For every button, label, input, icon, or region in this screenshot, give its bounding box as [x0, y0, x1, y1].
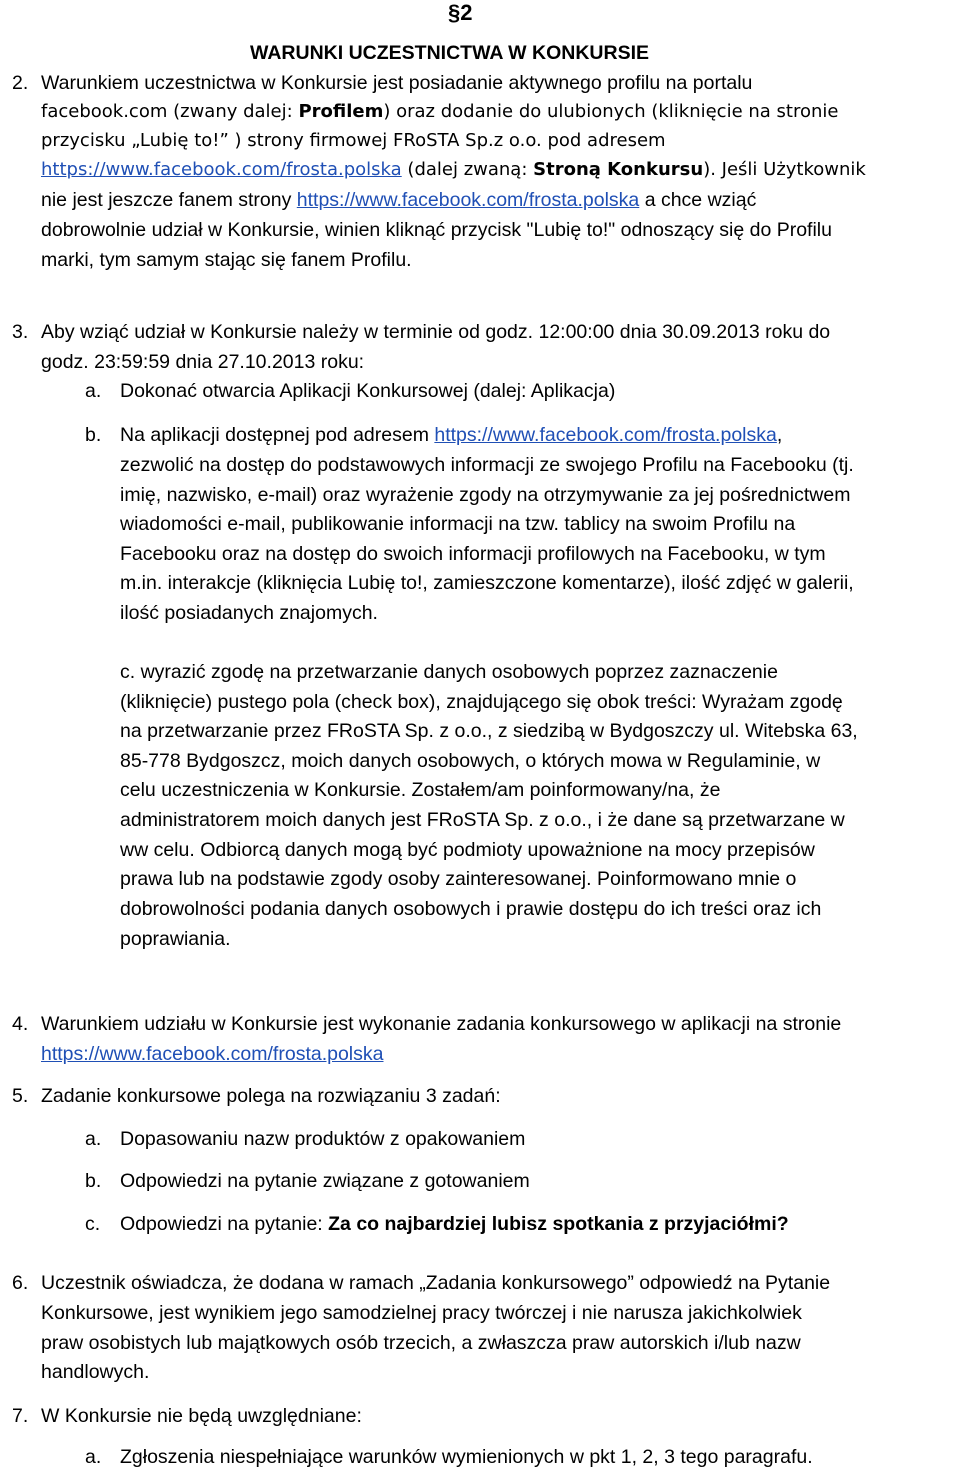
point-number: 4. — [12, 1013, 29, 1035]
text-line: administratorem moich danych jest FRoSTA Sp. z o.o., i że dane są przetwarzane w — [120, 809, 845, 831]
subpoint-letter: a. — [85, 1446, 102, 1468]
text-line: nie jest jeszcze fanem strony https://www.facebook.com/frosta.polska a chce wziąć — [41, 189, 757, 211]
point-number: 5. — [12, 1085, 29, 1107]
text-line: poprawiania. — [120, 928, 231, 950]
text-line: dobrowolnie udział w Konkursie, winien kliknąć przycisk "Lubię to!" odnoszący się do Profilu — [41, 219, 832, 241]
text-line — [41, 1041, 384, 1067]
text-line: Dokonać otwarcia Aplikacji Konkursowej (dalej: Aplikacja) — [120, 380, 616, 402]
text-line: wiadomości e-mail, publikowanie informacji na tzw. tablicy na swoim Profilu na — [120, 513, 796, 535]
text-line: praw osobistych lub majątkowych osób trzecich, a zwłaszcza praw autorskich i/lub nazw — [41, 1332, 801, 1354]
point-number: 6. — [12, 1272, 29, 1294]
bold-term-strona-konkursu: Stroną Konkursu — [533, 159, 704, 180]
point-number: 7. — [12, 1405, 29, 1427]
text-line: https://www.facebook.com/frosta.polska (dalej zwaną: Stroną Konkursu). Jeśli Użytkownik — [41, 159, 866, 180]
subpoint-letter: c. — [85, 1213, 101, 1235]
text-line: marki, tym samym stając się fanem Profilu. — [41, 249, 412, 271]
text-line: m.in. interakcje (kliknięcia Lubię to!, zamieszczone komentarze), ilość zdjęć w galerii, — [120, 572, 854, 594]
text-line: facebook.com (zwany dalej: Profilem) oraz dodanie do ulubionych (kliknięcie na stronie — [41, 101, 839, 122]
text-line: godz. 23:59:59 dnia 27.10.2013 roku: — [41, 351, 365, 373]
text-line: Aby wziąć udział w Konkursie należy w terminie od godz. 12:00:00 dnia 30.09.2013 roku do — [41, 321, 831, 343]
text-line: Facebooku oraz na dostęp do swoich informacji profilowych na Facebooku, w tym — [120, 543, 826, 565]
text-line: Zadanie konkursowe polega na rozwiązaniu 3 zadań: — [41, 1085, 501, 1107]
text-line: 85-778 Bydgoszcz, moich danych osobowych, o których mowa w Regulaminie, w — [120, 750, 821, 772]
text-line: handlowych. — [41, 1361, 150, 1383]
bold-term-profil: Profilem — [298, 101, 384, 122]
text-line: Konkursowe, jest wynikiem jego samodzielnej pracy twórczej i nie narusza jakichkolwiek — [41, 1302, 802, 1324]
facebook-link[interactable]: https://www.facebook.com/frosta.polska — [434, 424, 777, 446]
text-line: ilość posiadanych znajomych. — [120, 602, 378, 624]
facebook-link[interactable]: https://www.facebook.com/frosta.polska — [296, 189, 640, 211]
text-line: imię, nazwisko, e-mail) oraz wyrażenie zgody na otrzymywanie za jej pośrednictwem — [120, 484, 851, 506]
text-line: przycisku „Lubię to!” ) strony firmowej FRoSTA Sp.z o.o. pod adresem — [41, 130, 666, 151]
facebook-link[interactable]: https://www.facebook.com/frosta.polska — [41, 159, 402, 180]
text-line: celu uczestniczenia w Konkursie. Zostałem/am poinformowany/na, że — [120, 779, 721, 801]
text-line: ww celu. Odbiorcą danych mogą być podmioty upoważnione na mocy przepisów — [120, 839, 815, 861]
text-line: Odpowiedzi na pytanie: Za co najbardziej lubisz spotkania z przyjaciółmi? — [120, 1213, 789, 1235]
text-line: W Konkursie nie będą uwzględniane: — [41, 1405, 362, 1427]
facebook-link[interactable]: https://www.facebook.com/frosta.polska — [41, 1043, 384, 1065]
subpoint-letter: a. — [85, 380, 102, 402]
text-line: na przetwarzanie przez FRoSTA Sp. z o.o., z siedzibą w Bydgoszczy ul. Witebska 63, — [120, 720, 858, 742]
text-line: Odpowiedzi na pytanie związane z gotowaniem — [120, 1170, 530, 1192]
bold-question: Za co najbardziej lubisz spotkania z przyjaciółmi? — [328, 1213, 789, 1235]
text-line: zezwolić na dostęp do podstawowych informacji ze swojego Profilu na Facebooku (tj. — [120, 454, 854, 476]
text-line: (kliknięcie) pustego pola (check box), znajdującego się obok treści: Wyrażam zgodę — [120, 691, 843, 713]
point-number: 3. — [12, 321, 29, 343]
subpoint-letter: b. — [85, 424, 102, 446]
point-number: 2. — [12, 72, 29, 94]
text-line: Dopasowaniu nazw produktów z opakowaniem — [120, 1128, 526, 1150]
subpoint-letter: b. — [85, 1170, 102, 1192]
section-mark: §2 — [448, 0, 473, 25]
subpoint-letter: a. — [85, 1128, 102, 1150]
text-line: dobrowolności podania danych osobowych i prawie dostępu do ich treści oraz ich — [120, 898, 822, 920]
text-line: Warunkiem udziału w Konkursie jest wykonanie zadania konkursowego w aplikacji na stronie — [41, 1013, 842, 1035]
text-line: Uczestnik oświadcza, że dodana w ramach „Zadania konkursowego” odpowiedź na Pytanie — [41, 1272, 831, 1294]
text-line: Warunkiem uczestnictwa w Konkursie jest posiadanie aktywnego profilu na portalu — [41, 72, 753, 94]
section-heading: WARUNKI UCZESTNICTWA W KONKURSIE — [250, 42, 650, 64]
text-line: Zgłoszenia niespełniające warunków wymienionych w pkt 1, 2, 3 tego paragrafu. — [120, 1446, 813, 1468]
text-line: prawa lub na podstawie zgody osoby zainteresowanej. Poinformowano mnie o — [120, 868, 797, 890]
text-line: c. wyrazić zgodę na przetwarzanie danych osobowych poprzez zaznaczenie — [120, 661, 778, 683]
text-line: Na aplikacji dostępnej pod adresem https://www.facebook.com/frosta.polska, — [120, 424, 783, 446]
